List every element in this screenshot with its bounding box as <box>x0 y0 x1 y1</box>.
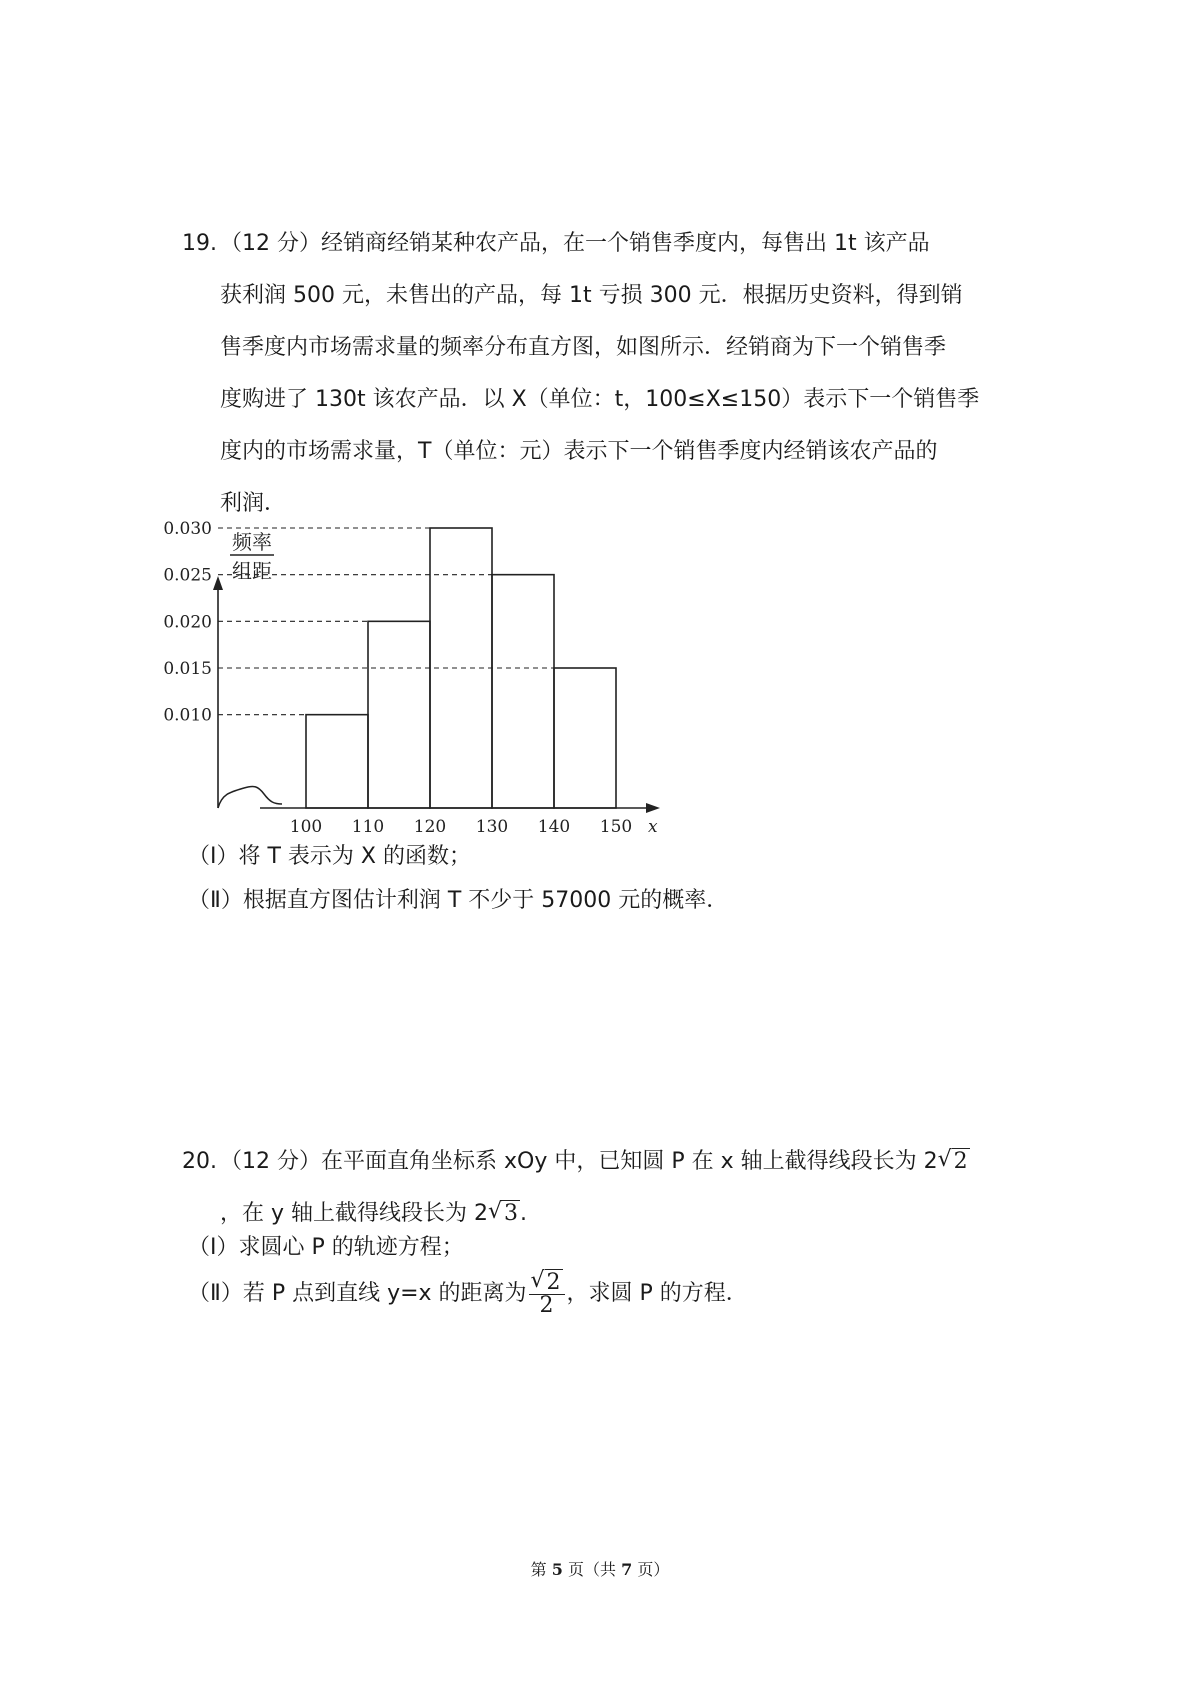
question-20-line-2-suffix: . <box>520 1201 527 1226</box>
y-axis-label-bottom: 组距 <box>232 559 272 583</box>
y-tick-label: 0.010 <box>163 705 212 726</box>
question-19-line: 度购进了 130t 该农产品．以 X（单位：t，100≤X≤150）表示下一个销售季 <box>220 387 980 412</box>
x-axis-arrow <box>646 803 660 813</box>
x-axis-label: x <box>648 817 658 837</box>
sqrt-radicand: 3 <box>504 1201 518 1226</box>
y-tick-label: 0.030 <box>163 519 212 540</box>
x-tick-label: 110 <box>351 817 385 837</box>
y-tick-label: 0.025 <box>163 565 212 586</box>
question-19-line: 度内的市场需求量，T（单位：元）表示下一个销售季度内经销该农产品的 <box>220 439 938 464</box>
question-20-number: 20. <box>182 1149 217 1174</box>
question-19-line: （12 分）经销商经销某种农产品，在一个销售季度内，每售出 1t 该产品 <box>220 231 930 256</box>
question-19-part-2: （Ⅱ）根据直方图估计利润 T 不少于 57000 元的概率． <box>188 888 729 913</box>
y-tick-label: 0.015 <box>163 659 212 680</box>
axis-break-mark <box>218 786 282 808</box>
question-20-line-1-text: （12 分）在平面直角坐标系 xOy 中，已知圆 P 在 x 轴上截得线段长为 2 <box>220 1149 938 1174</box>
x-tick-label: 130 <box>475 817 509 837</box>
y-axis-label-top: 频率 <box>232 530 272 554</box>
question-19-part-1: （Ⅰ）将 T 表示为 X 的函数； <box>188 844 471 869</box>
footer-suffix: 页） <box>632 1560 670 1579</box>
question-19-line: 售季度内市场需求量的频率分布直方图，如图所示．经销商为下一个销售季 <box>220 335 947 360</box>
footer-total-pages: 7 <box>621 1560 633 1579</box>
footer-prefix: 第 <box>530 1560 552 1579</box>
x-tick-label: 120 <box>413 817 447 837</box>
question-19-line: 获利润 500 元，未售出的产品，每 1t 亏损 300 元．根据历史资料，得到销 <box>220 283 963 308</box>
histogram-bar <box>554 668 616 808</box>
question-19-line: 利润． <box>220 491 287 516</box>
page-footer <box>0 1557 1200 1580</box>
sqrt-two-numerator <box>531 1269 563 1295</box>
fraction-sqrt2-over-2 <box>529 1269 565 1318</box>
question-20-line-2-text: ，在 y 轴上截得线段长为 2 <box>220 1201 488 1226</box>
question-20-part-1: （Ⅰ）求圆心 P 的轨迹方程； <box>188 1235 464 1260</box>
footer-middle: 页（共 <box>562 1560 622 1579</box>
question-19-number: 19. <box>182 231 217 256</box>
sqrt-radicand: 2 <box>546 1269 561 1295</box>
question-20-part-2-suffix: ，求圆 P 的方程． <box>566 1281 748 1306</box>
histogram-bar <box>368 621 430 808</box>
question-20-part-2-text: （Ⅱ）若 P 点到直线 y=x 的距离为 <box>188 1281 527 1306</box>
sqrt-radicand: 2 <box>953 1149 968 1174</box>
question-20-line-1 <box>220 1136 1030 1188</box>
x-tick-label: 140 <box>537 817 571 837</box>
y-axis-arrow <box>213 576 223 590</box>
question-20-part-2 <box>188 1268 748 1320</box>
histogram-bar <box>306 715 368 808</box>
sqrt-three <box>488 1188 520 1240</box>
sqrt-two <box>938 1136 970 1188</box>
x-tick-label: 100 <box>289 817 323 837</box>
footer-page-number: 5 <box>551 1560 563 1579</box>
question-19-text <box>220 218 1030 530</box>
fraction-denominator: 2 <box>539 1292 554 1318</box>
y-tick-label: 0.020 <box>163 612 212 633</box>
x-tick-label: 150 <box>599 817 633 837</box>
histogram-bar <box>492 575 554 808</box>
